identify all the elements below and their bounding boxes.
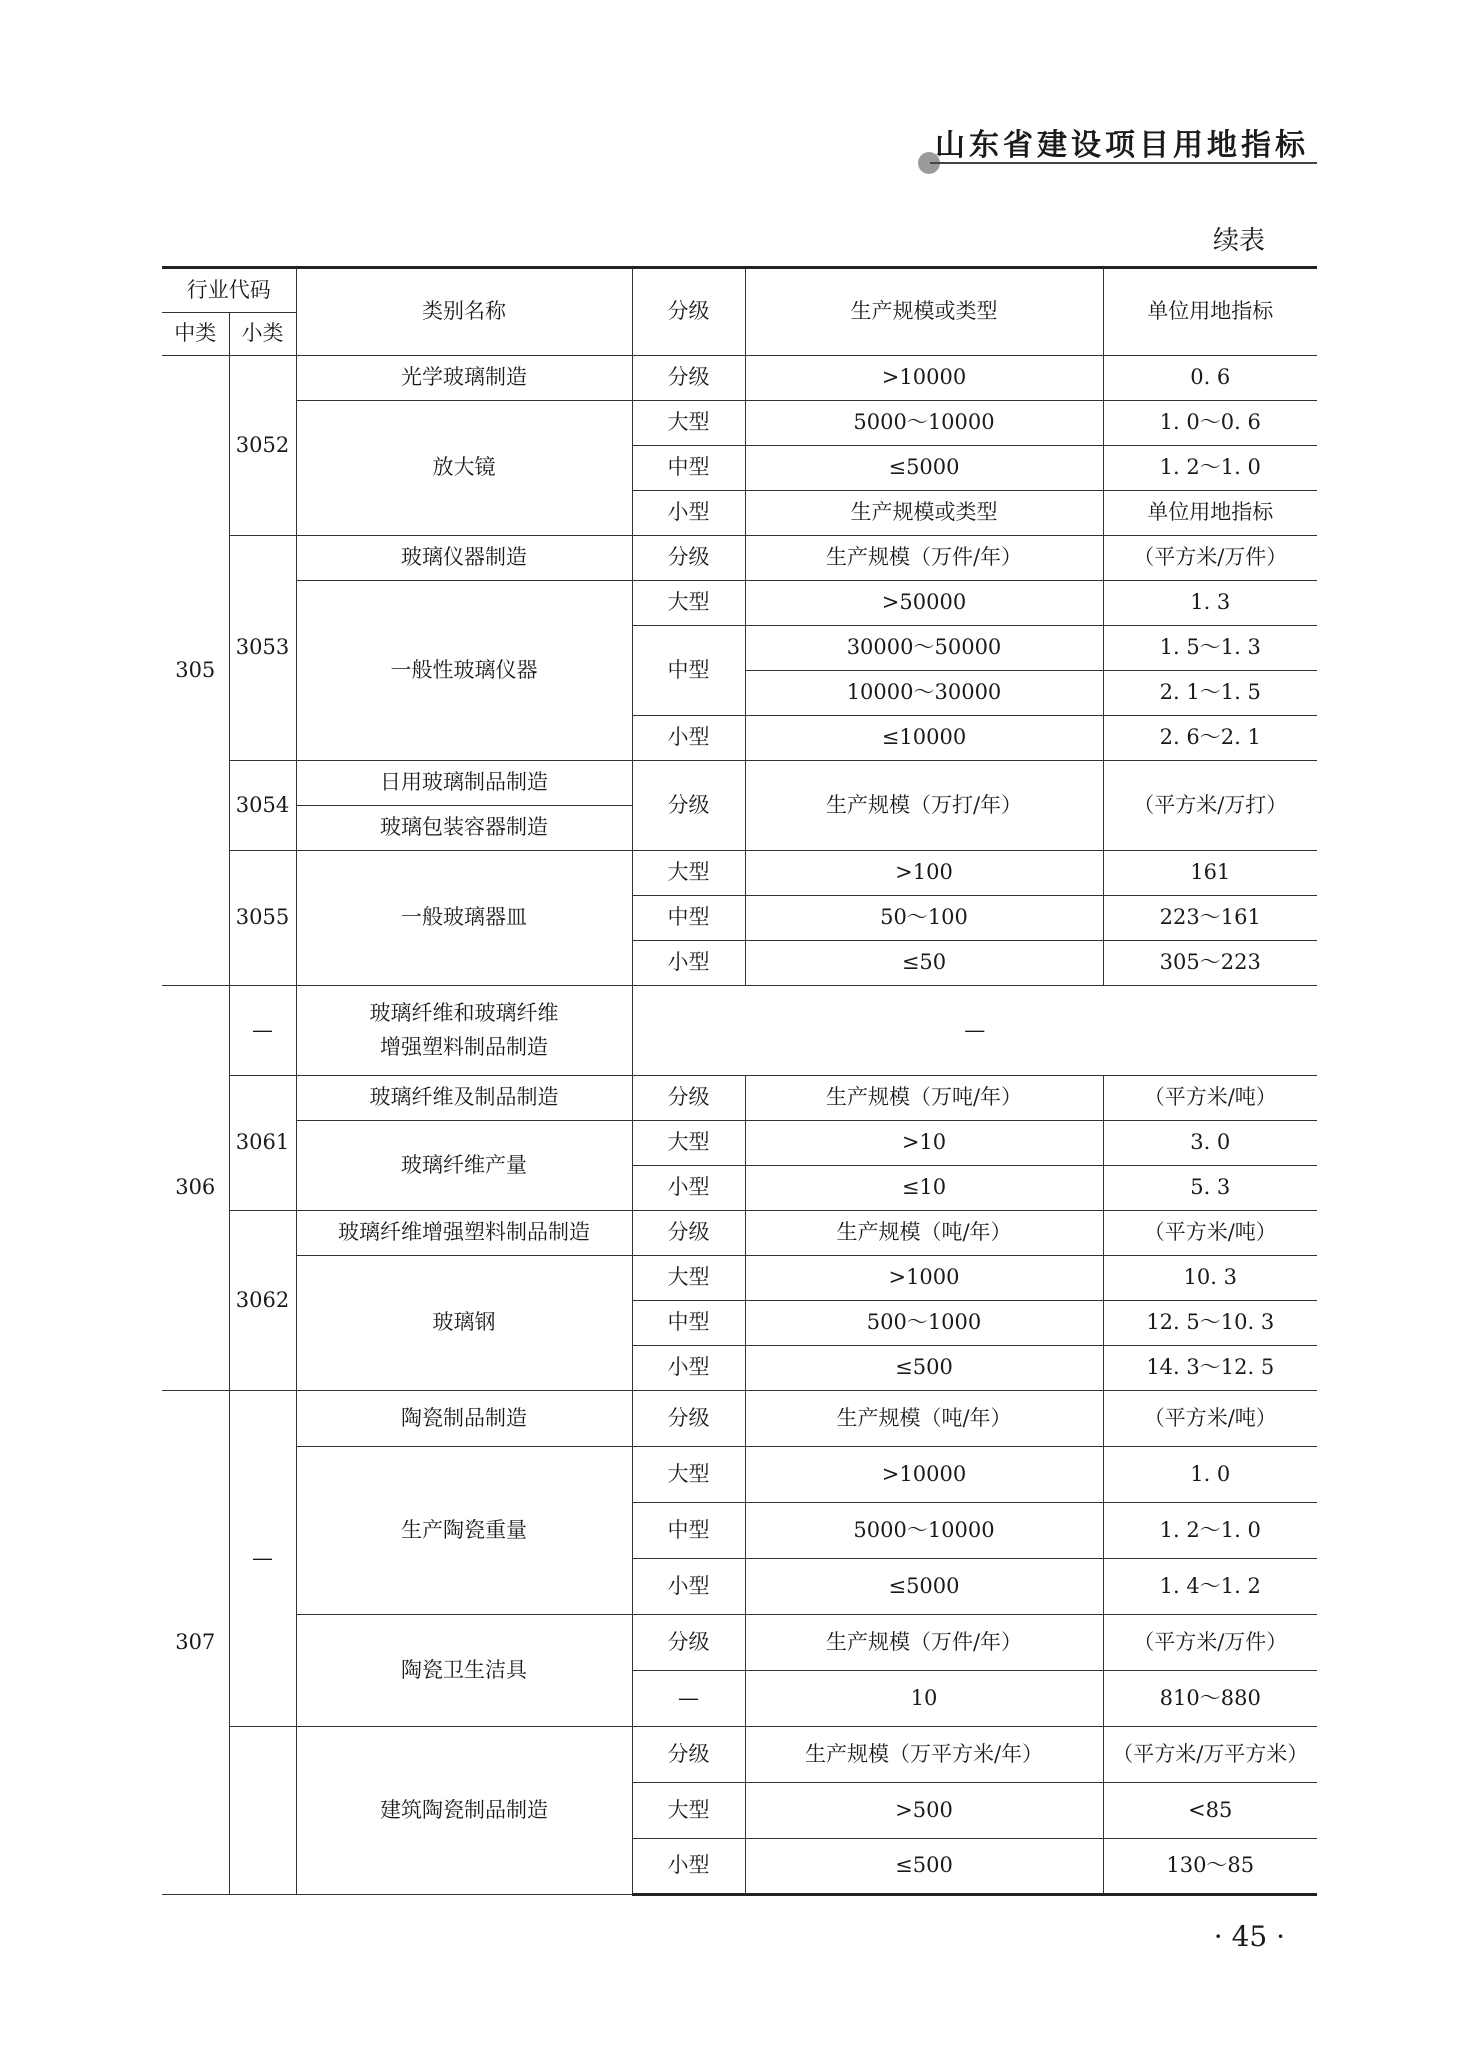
header-industry-code: 行业代码	[162, 268, 296, 313]
grade-cell: 小型	[632, 1346, 745, 1391]
category-cell: 光学玻璃制造	[296, 356, 632, 401]
indicator-cell: 1. 5～1. 3	[1103, 626, 1317, 671]
grade-cell: 小型	[632, 716, 745, 761]
land-use-indicator-table	[162, 266, 1317, 1896]
category-cell: 玻璃纤维增强塑料制品制造	[296, 1211, 632, 1256]
grade-cell: 中型	[632, 1301, 745, 1346]
table-row	[162, 401, 1317, 446]
indicator-cell: 5. 3	[1103, 1166, 1317, 1211]
category-cell: 日用玻璃制品制造	[296, 761, 632, 806]
category-cell: 玻璃钢	[296, 1256, 632, 1391]
scale-cell: >500	[745, 1783, 1103, 1839]
scale-cell: 30000～50000	[745, 626, 1103, 671]
scale-cell: ≤10	[745, 1166, 1103, 1211]
small-class-cell: —	[229, 1391, 296, 1727]
book-title: 山东省建设项目用地指标	[935, 128, 1309, 163]
middle-class-cell: 306	[162, 986, 229, 1391]
grade-cell: 分级	[632, 1615, 745, 1671]
category-cell	[296, 986, 632, 1076]
grade-cell: 大型	[632, 851, 745, 896]
middle-class-cell: 307	[162, 1391, 229, 1895]
table-row	[162, 851, 1317, 896]
small-class-cell: 3062	[229, 1211, 296, 1391]
indicator-cell: 1. 0～0. 6	[1103, 401, 1317, 446]
category-cell: 生产陶瓷重量	[296, 1447, 632, 1615]
indicator-cell: （平方米/万打）	[1103, 761, 1317, 851]
scale-cell: ≤50	[745, 941, 1103, 986]
scale-cell: 10000～30000	[745, 671, 1103, 716]
scale-cell: 生产规模（万件/年）	[745, 536, 1103, 581]
category-cell: 陶瓷卫生洁具	[296, 1615, 632, 1727]
indicator-cell: 1. 3	[1103, 581, 1317, 626]
table-row	[162, 986, 1317, 1076]
scale-cell: >10000	[745, 1447, 1103, 1503]
header-middle-class: 中类	[162, 313, 229, 356]
scale-cell: 生产规模或类型	[745, 491, 1103, 536]
middle-class-cell: 305	[162, 356, 229, 986]
table-row	[162, 1121, 1317, 1166]
grade-cell: 中型	[632, 626, 745, 716]
category-cell: 玻璃仪器制造	[296, 536, 632, 581]
grade-cell: 中型	[632, 446, 745, 491]
grade-cell: 小型	[632, 1166, 745, 1211]
table-row	[162, 761, 1317, 806]
small-class-cell: 3054	[229, 761, 296, 851]
category-cell: 一般玻璃器皿	[296, 851, 632, 986]
scale-cell: 5000～10000	[745, 1503, 1103, 1559]
small-class-cell: 3052	[229, 356, 296, 536]
table-row	[162, 1256, 1317, 1301]
category-line: 玻璃纤维和玻璃纤维	[369, 1000, 559, 1025]
scale-cell: ≤5000	[745, 446, 1103, 491]
indicator-cell: （平方米/吨）	[1103, 1076, 1317, 1121]
indicator-cell: （平方米/万件）	[1103, 1615, 1317, 1671]
scale-cell: 生产规模（万平方米/年）	[745, 1727, 1103, 1783]
scale-cell: 50～100	[745, 896, 1103, 941]
grade-cell: 分级	[632, 1391, 745, 1447]
scale-cell: >100	[745, 851, 1103, 896]
indicator-cell: 10. 3	[1103, 1256, 1317, 1301]
indicator-cell: 单位用地指标	[1103, 491, 1317, 536]
scale-cell: ≤500	[745, 1346, 1103, 1391]
indicator-cell: 0. 6	[1103, 356, 1317, 401]
grade-cell: 分级	[632, 536, 745, 581]
header-scale: 生产规模或类型	[745, 268, 1103, 356]
grade-cell: 大型	[632, 401, 745, 446]
indicator-cell: 161	[1103, 851, 1317, 896]
table-row	[162, 1727, 1317, 1783]
header-grade: 分级	[632, 268, 745, 356]
table-row	[162, 1391, 1317, 1447]
small-class-cell: 3061	[229, 1076, 296, 1211]
scale-cell: >50000	[745, 581, 1103, 626]
indicator-cell: 2. 1～1. 5	[1103, 671, 1317, 716]
indicator-cell: 810～880	[1103, 1671, 1317, 1727]
category-cell: 建筑陶瓷制品制造	[296, 1727, 632, 1895]
indicator-cell: 1. 4～1. 2	[1103, 1559, 1317, 1615]
category-cell: 玻璃纤维及制品制造	[296, 1076, 632, 1121]
grade-cell: 大型	[632, 1447, 745, 1503]
indicator-cell: 1. 2～1. 0	[1103, 446, 1317, 491]
grade-cell: 小型	[632, 941, 745, 986]
category-cell: 陶瓷制品制造	[296, 1391, 632, 1447]
table-caption: 续表	[1212, 226, 1265, 256]
grade-cell: 大型	[632, 1783, 745, 1839]
scale-cell: ≤5000	[745, 1559, 1103, 1615]
scale-cell: 500～1000	[745, 1301, 1103, 1346]
category-cell: 一般性玻璃仪器	[296, 581, 632, 761]
table-row	[162, 1447, 1317, 1503]
indicator-cell: <85	[1103, 1783, 1317, 1839]
indicator-cell: 1. 2～1. 0	[1103, 1503, 1317, 1559]
scale-cell: 生产规模（吨/年）	[745, 1391, 1103, 1447]
table-row	[162, 536, 1317, 581]
scale-cell: 10	[745, 1671, 1103, 1727]
indicator-cell: 3. 0	[1103, 1121, 1317, 1166]
grade-cell: 分级	[632, 1727, 745, 1783]
indicator-cell: 2. 6～2. 1	[1103, 716, 1317, 761]
grade-cell: 大型	[632, 1121, 745, 1166]
scale-cell: ≤500	[745, 1839, 1103, 1895]
table-row	[162, 1076, 1317, 1121]
scale-cell: >1000	[745, 1256, 1103, 1301]
small-class-cell	[229, 1727, 296, 1895]
grade-cell: 小型	[632, 491, 745, 536]
indicator-cell: 130～85	[1103, 1839, 1317, 1895]
small-class-cell: 3055	[229, 851, 296, 986]
grade-cell: 分级	[632, 761, 745, 851]
grade-cell: —	[632, 1671, 745, 1727]
indicator-cell: 1. 0	[1103, 1447, 1317, 1503]
grade-cell: 小型	[632, 1839, 745, 1895]
merged-cell: —	[632, 986, 1317, 1076]
table-row	[162, 356, 1317, 401]
grade-cell: 分级	[632, 356, 745, 401]
header-category-name: 类别名称	[296, 268, 632, 356]
indicator-cell: （平方米/吨）	[1103, 1211, 1317, 1256]
table-row	[162, 581, 1317, 626]
category-line: 增强塑料制品制造	[380, 1034, 548, 1059]
header-small-class: 小类	[229, 313, 296, 356]
table-row	[162, 1211, 1317, 1256]
grade-cell: 分级	[632, 1076, 745, 1121]
scale-cell: 生产规模（万件/年）	[745, 1615, 1103, 1671]
category-cell: 玻璃包装容器制造	[296, 806, 632, 851]
category-cell: 玻璃纤维产量	[296, 1121, 632, 1211]
scale-cell: 生产规模（万吨/年）	[745, 1076, 1103, 1121]
scale-cell: 生产规模（吨/年）	[745, 1211, 1103, 1256]
indicator-cell: （平方米/吨）	[1103, 1391, 1317, 1447]
small-class-cell: —	[229, 986, 296, 1076]
scale-cell: 5000～10000	[745, 401, 1103, 446]
scale-cell: >10000	[745, 356, 1103, 401]
header-indicator: 单位用地指标	[1103, 268, 1317, 356]
indicator-cell: （平方米/万平方米）	[1103, 1727, 1317, 1783]
scale-cell: 生产规模（万打/年）	[745, 761, 1103, 851]
indicator-cell: 305～223	[1103, 941, 1317, 986]
grade-cell: 中型	[632, 1503, 745, 1559]
grade-cell: 中型	[632, 896, 745, 941]
category-cell: 放大镜	[296, 401, 632, 536]
indicator-cell: （平方米/万件）	[1103, 536, 1317, 581]
indicator-cell: 223～161	[1103, 896, 1317, 941]
indicator-cell: 14. 3～12. 5	[1103, 1346, 1317, 1391]
table-row	[162, 1615, 1317, 1671]
scale-cell: >10	[745, 1121, 1103, 1166]
page-number: · 45 ·	[1213, 1920, 1285, 1953]
grade-cell: 分级	[632, 1211, 745, 1256]
grade-cell: 小型	[632, 1559, 745, 1615]
grade-cell: 大型	[632, 581, 745, 626]
indicator-cell: 12. 5～10. 3	[1103, 1301, 1317, 1346]
scale-cell: ≤10000	[745, 716, 1103, 761]
grade-cell: 大型	[632, 1256, 745, 1301]
small-class-cell: 3053	[229, 536, 296, 761]
